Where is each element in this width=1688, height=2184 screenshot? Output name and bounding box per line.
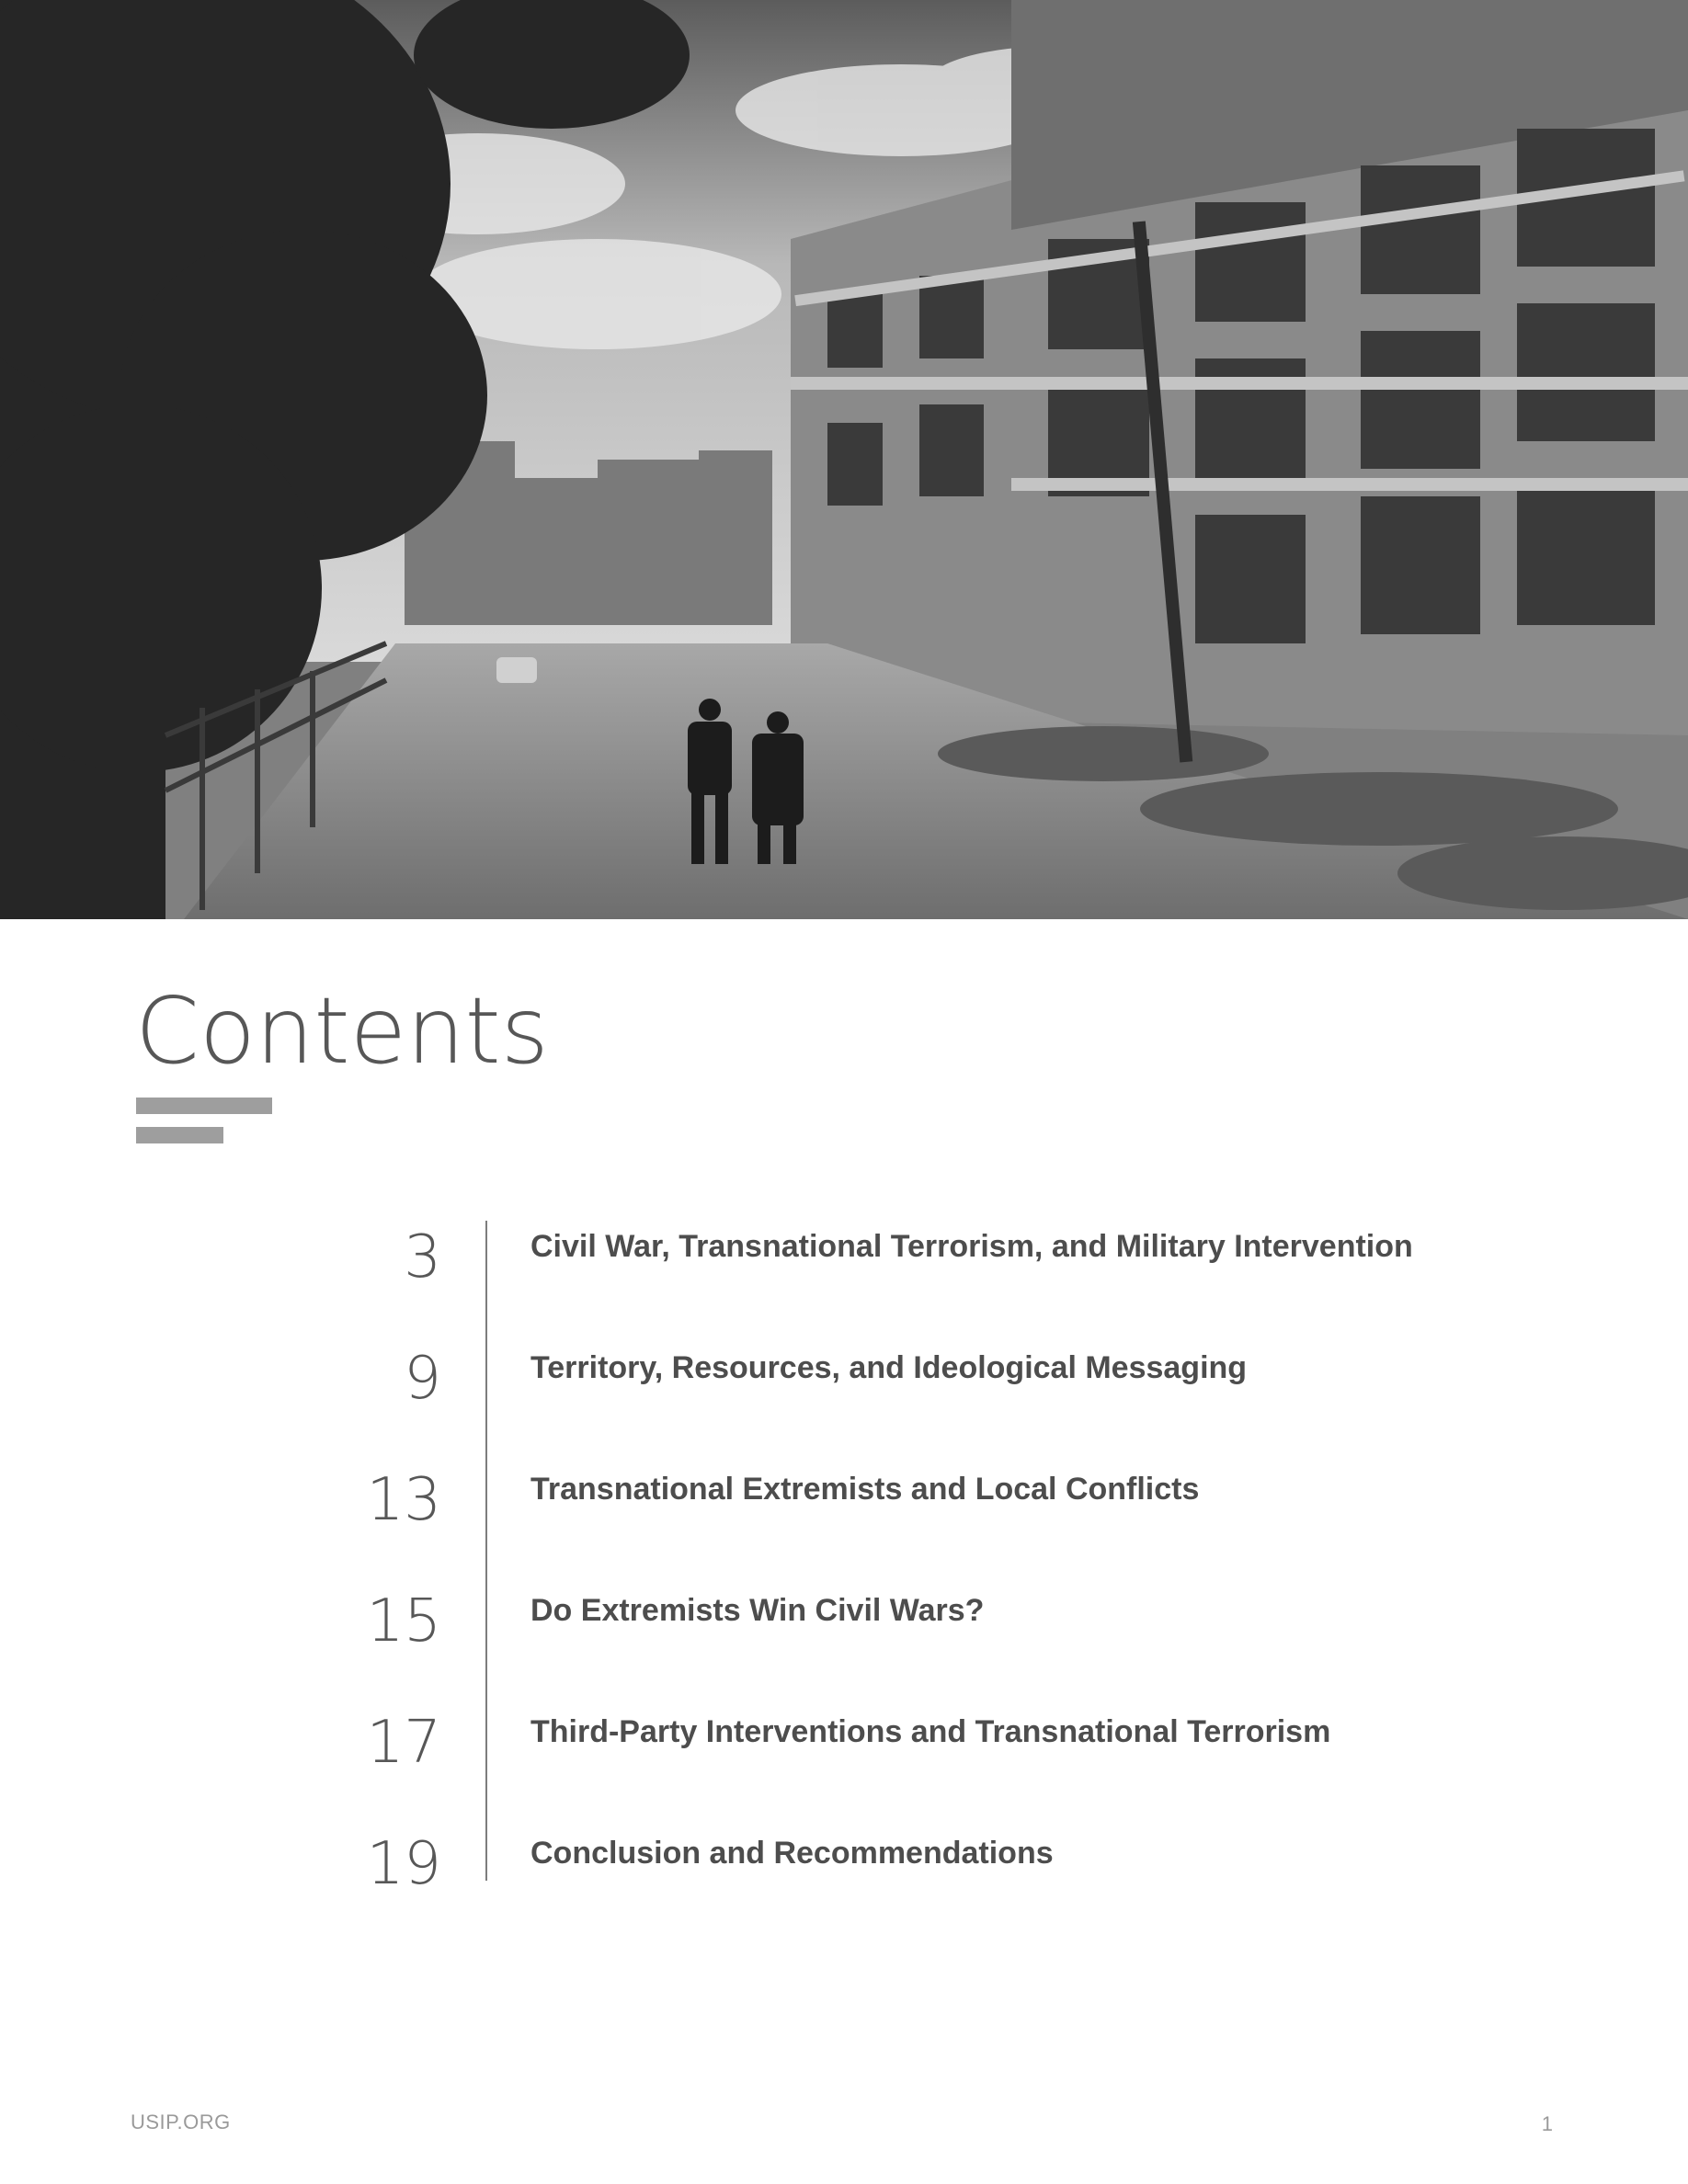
toc-entry[interactable] [0,1463,1688,1564]
toc-entry-title[interactable]: Civil War, Transnational Terrorism, and Military Intervention [530,1229,1413,1264]
toc-entry-title[interactable]: Do Extremists Win Civil Wars? [530,1593,985,1628]
toc-page-number: 9 [404,1345,441,1413]
toc-entry-title[interactable]: Conclusion and Recommendations [530,1836,1054,1871]
toc-entry-title[interactable]: Transnational Extremists and Local Conflicts [530,1472,1200,1507]
toc-entry[interactable] [0,1585,1688,1686]
toc-entry[interactable] [0,1827,1688,1928]
toc-page-number: 15 [366,1587,441,1655]
toc-entry-title[interactable]: Third-Party Interventions and Transnational Terrorism [530,1714,1331,1749]
footer-site-link[interactable]: USIP.ORG [131,2110,231,2133]
toc-page-number: 17 [366,1709,441,1777]
title-accent-bar-long [136,1098,272,1114]
footer-page-number: 1 [1541,2112,1553,2135]
page-title: Contents [135,977,549,1085]
table-of-contents [0,1221,1688,1898]
toc-entry[interactable] [0,1221,1688,1322]
hero-photo-illustration [0,0,1688,919]
toc-page-number: 13 [366,1466,441,1534]
toc-entry-title[interactable]: Territory, Resources, and Ideological Messaging [530,1350,1248,1385]
toc-entry[interactable] [0,1706,1688,1807]
toc-page-number: 3 [404,1223,441,1291]
title-accent-bar-short [136,1127,223,1143]
toc-entry[interactable] [0,1342,1688,1443]
toc-page-number: 19 [366,1830,441,1898]
hero-photo [0,0,1688,919]
car [496,657,537,683]
